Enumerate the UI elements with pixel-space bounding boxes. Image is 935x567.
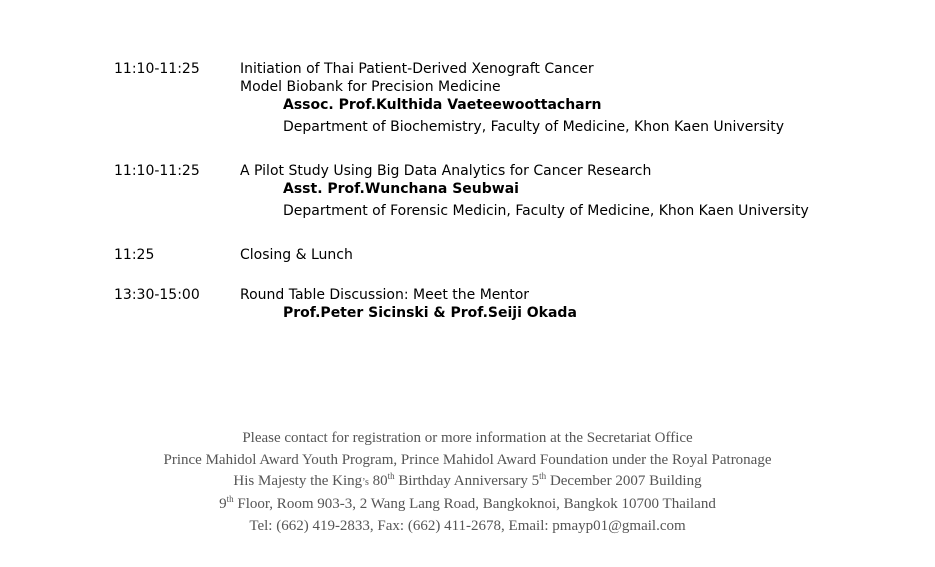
building-text: December 2007 Building: [546, 473, 702, 489]
session-time: 13:30-15:00: [114, 287, 200, 303]
building-text: ’s: [362, 477, 369, 488]
session-title-line: Initiation of Thai Patient-Derived Xenograft Cancer: [240, 61, 594, 77]
session-title: [240, 162, 651, 180]
session-title: [240, 286, 529, 304]
contact-intro: Please contact for registration or more information at the Secretariat Office: [242, 430, 693, 446]
session-time: 11:10-11:25: [114, 163, 200, 179]
session-title-line: Model Biobank for Precision Medicine: [240, 79, 501, 95]
speaker-affiliation: Department of Biochemistry, Faculty of Medicine, Khon Kaen University: [283, 119, 785, 135]
session-title-line: Round Table Discussion: Meet the Mentor: [240, 287, 530, 303]
session-time: 11:10-11:25: [114, 61, 200, 77]
ordinal-suffix: th: [387, 471, 395, 481]
session-title-line: A Pilot Study Using Big Data Analytics for Cancer Research: [240, 163, 652, 179]
address-text: 9: [219, 496, 227, 512]
address-text: Floor, Room 903-3, 2 Wang Lang Road, Bangkoknoi, Bangkok 10700 Thailand: [233, 496, 716, 512]
address: [0, 496, 935, 513]
speaker-name: Prof.Peter Sicinski & Prof.Seiji Okada: [283, 305, 577, 321]
session-title-line: Closing & Lunch: [240, 247, 353, 263]
contact-details: Tel: (662) 419-2833, Fax: (662) 411-2678, Email: pmayp01@gmail.com: [249, 518, 686, 534]
organization-name: Prince Mahidol Award Youth Program, Prince Mahidol Award Foundation under the Royal Patronage: [163, 452, 772, 468]
speaker-name: Assoc. Prof.Kulthida Vaeteewoottacharn: [283, 97, 602, 113]
ordinal-suffix: th: [539, 471, 547, 481]
session-title: [240, 60, 594, 96]
session-title: [240, 246, 353, 264]
building-name: [0, 473, 935, 490]
building-text: Birthday Anniversary 5: [394, 473, 540, 489]
building-text: His Majesty the King: [233, 473, 363, 489]
speaker-affiliation: Department of Forensic Medicin, Faculty of Medicine, Khon Kaen University: [283, 203, 809, 219]
speaker-name: Asst. Prof.Wunchana Seubwai: [283, 181, 519, 197]
building-text: 80: [368, 473, 388, 489]
session-time: 11:25: [114, 247, 155, 263]
ordinal-suffix: th: [226, 494, 234, 504]
